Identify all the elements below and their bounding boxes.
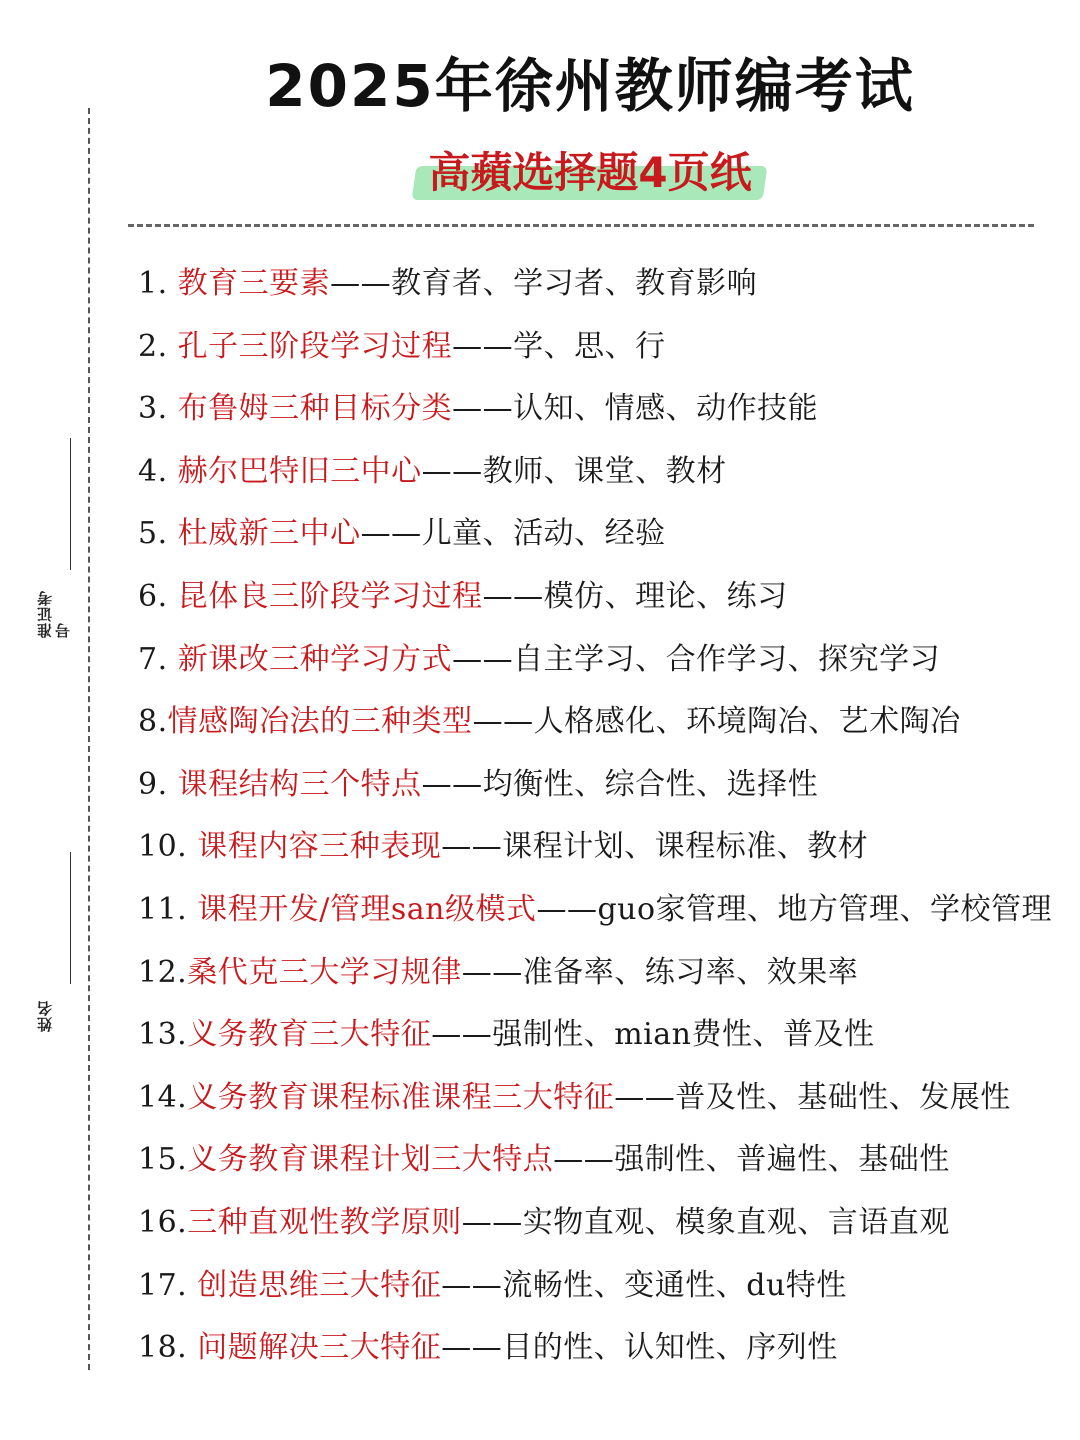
item-number: 15. [138, 1142, 188, 1178]
item-answer: ——自主学习、合作学习、探究学习 [452, 641, 941, 677]
item-topic: 昆体良三阶段学习过程 [177, 578, 483, 614]
item-topic: 创造思维三大特征 [197, 1267, 442, 1303]
list-item [138, 942, 1058, 1005]
list-item [138, 629, 1058, 692]
list-item [138, 378, 1058, 441]
item-number: 6. [138, 578, 178, 614]
list-item [138, 879, 1058, 942]
item-topic: 义务教育课程标准课程三大特征 [187, 1079, 615, 1115]
list-item [138, 1004, 1058, 1067]
item-number: 10. [138, 829, 198, 865]
item-topic: 布鲁姆三种目标分类 [177, 391, 453, 427]
item-number: 18. [138, 1330, 198, 1366]
item-topic: 杜威新三中心 [177, 516, 361, 552]
item-number: 2. [138, 328, 178, 364]
knowledge-point-list [138, 253, 1058, 1380]
page-subtitle: 高蘋选择题4页纸 [414, 140, 765, 206]
list-item [138, 816, 1058, 879]
item-answer: ——准备率、练习率、效果率 [461, 954, 859, 990]
item-number: 9. [138, 766, 178, 802]
list-item [138, 253, 1058, 316]
list-item [138, 1317, 1058, 1380]
item-number: 3. [138, 391, 178, 427]
page-title: 2025年徐州教师编考试 [265, 52, 915, 120]
item-number: 5. [138, 516, 178, 552]
header-divider [128, 224, 1034, 227]
name-label: 姓名 [36, 1000, 54, 1032]
item-topic: 义务教育三大特征 [187, 1017, 432, 1053]
item-answer: ——实物直观、模象直观、言语直观 [461, 1204, 950, 1240]
list-item [138, 1067, 1058, 1130]
item-topic: 课程结构三个特点 [177, 766, 422, 802]
item-number: 17. [138, 1267, 198, 1303]
item-topic: 情感陶冶法的三种类型 [167, 704, 473, 740]
item-topic: 教育三要素 [177, 266, 331, 301]
exam-id-field [30, 438, 90, 638]
item-answer: ——人格感化、环境陶冶、艺术陶冶 [472, 704, 961, 740]
item-number: 7. [138, 641, 178, 677]
binding-dashed-line [88, 108, 90, 1370]
item-answer: ——目的性、认知性、序列性 [441, 1330, 838, 1366]
item-answer: ——教育者、学习者、教育影响 [330, 266, 758, 301]
item-answer: ——模仿、理论、练习 [482, 578, 788, 614]
item-answer: ——均衡性、综合性、选择性 [421, 766, 819, 802]
item-topic: 三种直观性教学原则 [187, 1204, 462, 1240]
list-item [138, 503, 1058, 566]
exam-id-underline [70, 438, 71, 570]
item-number: 8. [138, 704, 168, 740]
item-topic: 课程开发/管理san级模式 [197, 891, 537, 927]
list-item [138, 1255, 1058, 1318]
item-answer: ——强制性、普遍性、基础性 [553, 1142, 950, 1178]
item-number: 13. [138, 1017, 188, 1053]
item-answer: ——强制性、mian费性、普及性 [431, 1017, 875, 1053]
item-answer: ——学、思、行 [452, 328, 666, 364]
subtitle-wrap [140, 140, 1040, 206]
list-item [138, 316, 1058, 379]
item-number: 16. [138, 1204, 188, 1240]
item-answer: ——儿童、活动、经验 [360, 516, 666, 552]
name-field [30, 852, 90, 1032]
list-item [138, 691, 1058, 754]
item-topic: 桑代克三大学习规律 [187, 954, 462, 990]
item-topic: 新课改三种学习方式 [177, 641, 453, 677]
item-number: 11. [138, 891, 198, 927]
list-item [138, 1192, 1058, 1255]
list-item [138, 566, 1058, 629]
list-item [138, 441, 1058, 504]
item-topic: 赫尔巴特旧三中心 [177, 453, 422, 489]
item-topic: 义务教育课程计划三大特点 [187, 1142, 554, 1178]
name-underline [70, 852, 71, 984]
item-number: 4. [138, 453, 178, 489]
item-answer: ——guo家管理、地方管理、学校管理 [536, 891, 1053, 927]
exam-id-label: 准证考号 [36, 590, 72, 638]
item-number: 1. [138, 266, 178, 301]
item-topic: 孔子三阶段学习过程 [177, 328, 453, 364]
item-answer: ——流畅性、变通性、du特性 [441, 1267, 847, 1303]
item-answer: ——课程计划、课程标准、教材 [441, 829, 869, 865]
item-answer: ——教师、课堂、教材 [421, 453, 727, 489]
item-topic: 问题解决三大特征 [197, 1330, 442, 1366]
item-answer: ——认知、情感、动作技能 [452, 391, 819, 427]
item-number: 14. [138, 1079, 188, 1115]
list-item [138, 754, 1058, 817]
list-item [138, 1129, 1058, 1192]
item-number: 12. [138, 954, 188, 990]
item-topic: 课程内容三种表现 [197, 829, 442, 865]
item-answer: ——普及性、基础性、发展性 [614, 1079, 1011, 1115]
